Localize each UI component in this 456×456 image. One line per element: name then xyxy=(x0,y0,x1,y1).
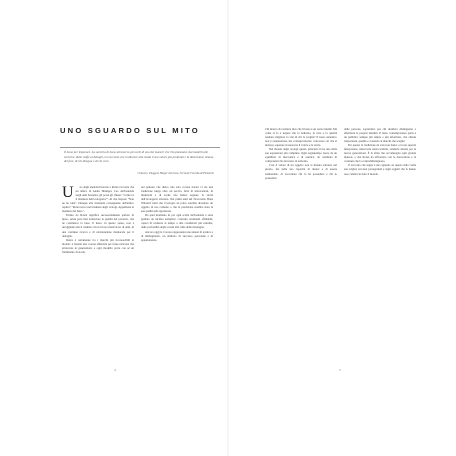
paragraph: delle persone, soprattutto per chi desidera distinguersi e affermare la propria identità. Il lusso contemporaneo parla a un pubblico sempre più ampio e più informato, che chiede trasparenza, qualità e coerenza ai marchi che sceglie. xyxy=(344,127,416,144)
title-rule xyxy=(60,147,220,148)
epigraph-quote: Il lusso per imparare. La sartoria di lusso attraverso gli occhi di uno dei maestri che l'ha plasmata: dai modelli alle tecniche, dalle stoffe ai dettagli, un racconto che restituisce alla moda il suo valore più profondo e la dimensione umana del fare, di chi disegna e di chi cuce. xyxy=(64,150,214,164)
text-column-1 xyxy=(62,185,134,361)
page-number-right: 5 xyxy=(339,368,341,372)
paragraph: Rolex è certamente tra i marchi più riconoscibili al mondo: è bastata una corona stilizzata per farne un'icona che attraversa le generazioni, e ogni modello porta con sé un frammento di storia. xyxy=(62,237,134,254)
paragraph: Chi manca di carattere dice che il lusso è un vezzo inutile. Ma come si fa a negare che la bellezza, la cura e la qualità rendano migliore la vita di chi le sceglie? Il lusso autentico non è ostentazione, ma consapevolezza: conoscere ciò che si indossa, saperne riconoscere il valore e la storia. xyxy=(265,127,337,148)
paragraph: Partire da Rolex significa necessariamente parlare di lusso, senza però mai tralasciare la qualità del prodotto, che ne costituisce la base. Il lusso, in questo senso, non è un'aggiunta ma il risultato di un lavoro meticoloso di anni, di una continua ricerca e di un'attenzione maniacale per il dettaglio. xyxy=(62,213,134,238)
text-column-4 xyxy=(344,127,416,363)
paragraph: Per questo la tradizione da sola non basta: occorre saperla interpretare, rinnovarla senza tradirla, renderla attuale per le nuove generazioni. È la sfida che accompagna ogni grande maison, e che Rolex ha affrontato con la discrezione e la costanza che la contraddistinguono. xyxy=(344,143,416,164)
text-column-2 xyxy=(141,185,213,361)
epigraph-attribution: Chiavery, Pluggeto Hinger del lusso. Ferrante Fuoriba dell'Emarite xyxy=(137,172,214,175)
paragraph: nel pensare che dietro una sola corona dorata vi sia una tradizione lunga oltre un secolo, fatta di innovazioni, di intuizioni e di scelte che hanno segnato la storia dell'orologeria svizzera. Nei primi anni del Novecento Hans Wilsdorf intuì che l'orologio da polso sarebbe diventato un oggetto di uso comune, e che la precisione sarebbe stata la sua qualità più apprezzata. xyxy=(141,185,213,214)
paragraph: Così il valore di un oggetto non si misura soltanto nel prezzo, ma nella sua capacità di durare e di essere tramandato, di raccontare chi lo ha posseduto e chi lo possederà. xyxy=(265,163,337,180)
paragraph: no degli aneddoti intorno a Rolex racconta che un amico di Andre Heiniger, Ceo dell'azienda negli anni Sessanta, gli porse gli chiese: "Come va il business dell'orologeria?". Al che rispose: "Non ne ho idea". Dunque alla domanda conseguente dell'amico replicò: "Rolex non è nel business degli orologi. Appartiene al business del lusso". xyxy=(62,185,134,214)
right-page xyxy=(229,0,456,456)
chapter-title: UNO SGUARDO SUL MITO xyxy=(60,126,200,135)
paragraph: Da quel momento in poi ogni scelta dell'azienda è stata guidata da un'idea semplice: costruire strumenti affidabili, capaci di resistere al tempo e alle condizioni più estreme, dalle profondità degli oceani alle cime delle montagne. xyxy=(141,213,213,230)
left-page xyxy=(0,0,227,456)
page-number-left: 4 xyxy=(114,368,116,372)
paragraph: Nel mondo degli orologi questo principio trova una delle sue espressioni più compiute. Ogni segnatempo nasce da un equilibrio di meccanica e di estetica, da centinaia di componenti che lavorano in armonia. xyxy=(265,147,337,164)
drop-cap: U xyxy=(62,185,74,201)
paragraph: Ancora oggi la Corona rappresenta una sintesi di tecnica e di immaginario, un simbolo di successo personale e di appartenenza. xyxy=(141,229,213,242)
text-column-3 xyxy=(265,127,337,363)
paragraph: Il racconto che segue è uno sguardo su questo mito: sulle sue origini, sui suoi protagonisti e sugli oggetti che lo hanno reso celebre in tutto il mondo. xyxy=(344,163,416,176)
